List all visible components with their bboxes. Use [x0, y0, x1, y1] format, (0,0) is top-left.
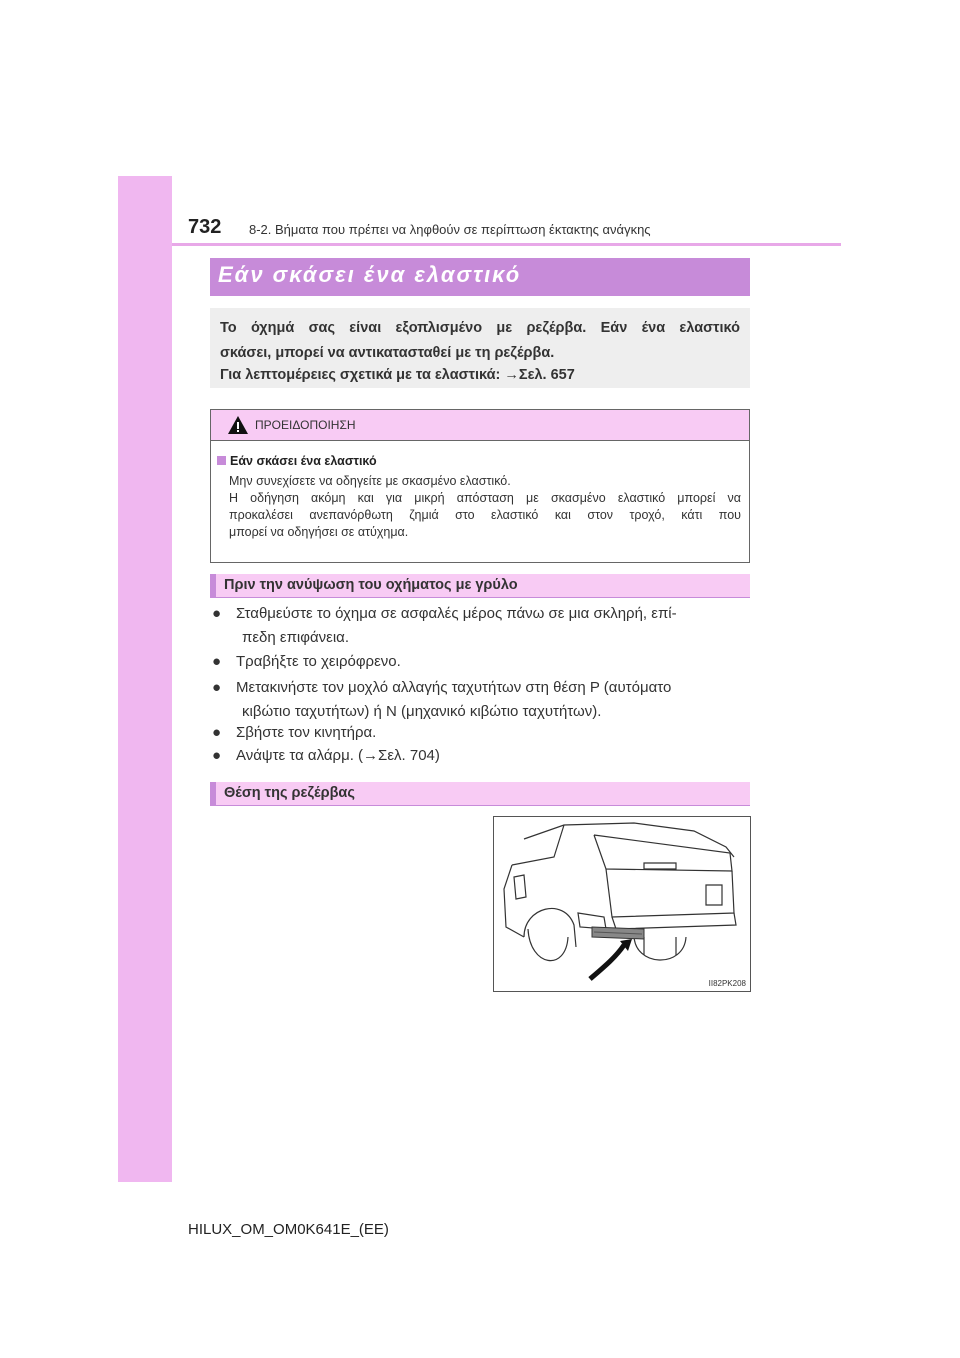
bullet-item: ● Τραβήξτε το χειρόφρενο. — [212, 653, 401, 670]
bullet-item: ● Σβήστε τον κινητήρα. — [212, 724, 377, 741]
section-banner — [210, 258, 750, 296]
warning-line: Μην συνεχίσετε να οδηγείτε με σκασμένο ελαστικό. — [229, 474, 511, 488]
warning-line: μπορεί να οδηγήσει σε ατύχημα. — [229, 525, 409, 539]
pickup-truck-rear-illustration — [494, 817, 750, 991]
spare-heading-text: Θέση της ρεζέρβας — [224, 785, 355, 801]
intro-box — [210, 308, 750, 388]
header-rule — [172, 243, 841, 246]
bullet-item: ● Ανάψτε τα αλάρμ. (→Σελ. 704) — [212, 747, 440, 764]
page-number: 732 — [188, 216, 222, 238]
bullet-continuation: κιβώτιο ταχυτήτων) ή N (μηχανικό κιβώτιο ταχυτήτων). — [242, 703, 602, 720]
section-title: Εάν σκάσει ένα ελαστικό — [218, 262, 522, 287]
intro-line-3: Για λεπτομέρειες σχετικά με τα ελαστικά: →Σελ. 657 — [220, 367, 575, 383]
warning-triangle-icon — [227, 415, 249, 435]
spare-tire-illustration — [493, 816, 751, 992]
warning-title: Εάν σκάσει ένα ελαστικό — [217, 454, 377, 468]
square-bullet-icon — [217, 456, 226, 465]
bullet-dot-icon: ● — [212, 747, 222, 764]
bullet-item: ● Μετακινήστε τον μοχλό αλλαγής ταχυτήτων στη θέση P (αυτόματο — [212, 679, 672, 696]
bullet-dot-icon: ● — [212, 724, 222, 741]
warning-header — [211, 410, 749, 441]
warning-line: προκαλέσει ανεπανόρθωτη ζημιά στο ελαστικό και στον τροχό, κάτι που — [229, 508, 741, 522]
footer-doc-code: HILUX_OM_OM0K641E_(EE) — [188, 1221, 389, 1238]
warning-box — [210, 409, 750, 563]
warning-line: Η οδήγηση ακόμη και για μικρή απόσταση με σκασμένο ελαστικό μπορεί να — [229, 491, 741, 505]
bullet-dot-icon: ● — [212, 679, 222, 696]
chapter-title: 8-2. Βήματα που πρέπει να ληφθούν σε περίπτωση έκτακτης ανάγκης — [249, 222, 651, 237]
bullet-dot-icon: ● — [212, 653, 222, 670]
spare-subheading — [210, 782, 750, 806]
figure-code: II82PK208 — [708, 979, 746, 988]
side-color-strip — [118, 176, 172, 1182]
intro-line-1: Το όχημά σας είναι εξοπλισμένο με ρεζέρβα. Εάν ένα ελαστικό — [220, 320, 740, 336]
bullet-continuation: πεδη επιφάνεια. — [242, 629, 350, 646]
bullet-dot-icon: ● — [212, 605, 222, 622]
jacking-heading-text: Πριν την ανύψωση του οχήματος με γρύλο — [224, 577, 518, 593]
bullet-item: ● Σταθμεύστε το όχημα σε ασφαλές μέρος πάνω σε μια σκληρή, επί- — [212, 605, 677, 622]
warning-label: ΠΡΟΕΙΔΟΠΟΙΗΣΗ — [255, 418, 356, 432]
jacking-subheading — [210, 574, 750, 598]
intro-line-2: σκάσει, μπορεί να αντικατασταθεί με τη ρεζέρβα. — [220, 345, 555, 361]
